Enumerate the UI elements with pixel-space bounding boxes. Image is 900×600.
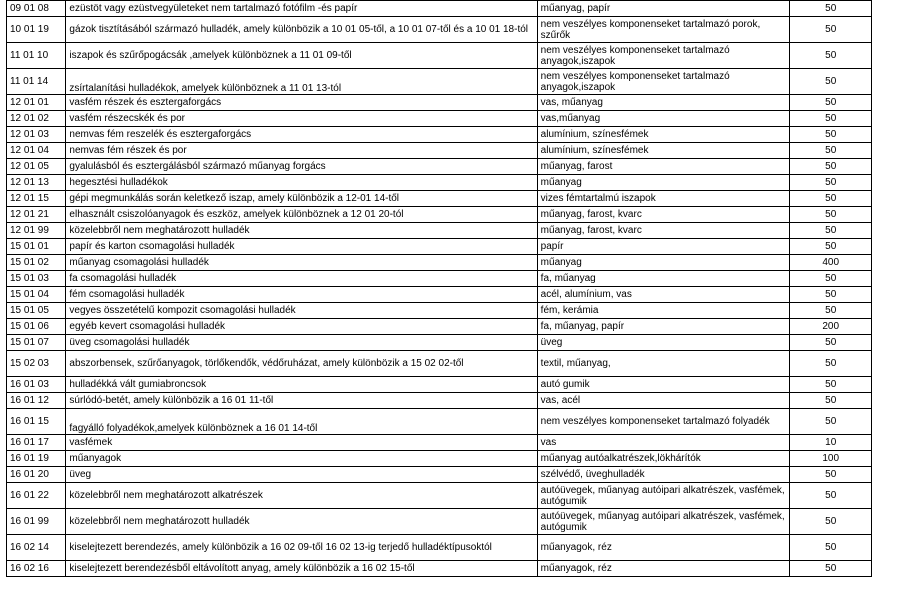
table-row [7,467,872,483]
waste-description: papír és karton csomagolási hulladék [66,239,537,255]
table-row [7,17,872,43]
table-row [7,483,872,509]
waste-description: vasfém részek és esztergaforgács [66,95,537,111]
waste-components: fa, műanyag, papír [537,319,790,335]
table-row [7,271,872,287]
waste-components: műanyag [537,175,790,191]
waste-description: műanyagok [66,451,537,467]
waste-description: zsírtalanítási hulladékok, amelyek különböznek a 11 01 13-tól [66,69,537,95]
waste-quantity: 50 [790,287,872,303]
waste-description: gépi megmunkálás során keletkező iszap, amely különbözik a 12-01 14-től [66,191,537,207]
waste-quantity: 50 [790,561,872,577]
waste-quantity: 50 [790,127,872,143]
waste-description: műanyag csomagolási hulladék [66,255,537,271]
waste-code: 12 01 99 [7,223,66,239]
waste-components: nem veszélyes komponenseket tartalmazó anyagok,iszapok [537,43,790,69]
table-row [7,319,872,335]
waste-quantity: 50 [790,393,872,409]
waste-description: iszapok és szűrőpogácsák ,amelyek különböznek a 11 01 09-től [66,43,537,69]
table-row [7,69,872,95]
waste-description: fém csomagolási hulladék [66,287,537,303]
waste-code: 12 01 05 [7,159,66,175]
waste-quantity: 50 [790,17,872,43]
table-row [7,303,872,319]
waste-code: 16 01 12 [7,393,66,409]
waste-description: gyalulásból és esztergálásból származó műanyag forgács [66,159,537,175]
waste-quantity: 200 [790,319,872,335]
waste-quantity: 50 [790,509,872,535]
table-row [7,223,872,239]
waste-code: 15 01 07 [7,335,66,351]
waste-code-table [6,0,872,577]
waste-quantity: 400 [790,255,872,271]
waste-description: fa csomagolási hulladék [66,271,537,287]
waste-quantity: 100 [790,451,872,467]
waste-components: műanyag, farost, kvarc [537,207,790,223]
waste-quantity: 50 [790,271,872,287]
table-row [7,191,872,207]
waste-code: 11 01 10 [7,43,66,69]
waste-components: autóüvegek, műanyag autóipari alkatrészek, vasfémek, autógumik [537,509,790,535]
table-row [7,239,872,255]
waste-description: vasfémek [66,435,537,451]
waste-description: súrlódó-betét, amely különbözik a 16 01 11-től [66,393,537,409]
table-row [7,111,872,127]
waste-code: 09 01 08 [7,1,66,17]
waste-code: 16 01 99 [7,509,66,535]
table-row [7,95,872,111]
waste-components: üveg [537,335,790,351]
waste-quantity: 50 [790,409,872,435]
table-row [7,335,872,351]
table-row [7,127,872,143]
table-row [7,561,872,577]
waste-code: 15 01 04 [7,287,66,303]
waste-components: alumínium, színesfémek [537,127,790,143]
waste-code: 12 01 02 [7,111,66,127]
waste-code: 12 01 21 [7,207,66,223]
waste-description: közelebbről nem meghatározott alkatrészek [66,483,537,509]
table-row [7,509,872,535]
waste-components: vas, acél [537,393,790,409]
waste-code: 16 01 19 [7,451,66,467]
waste-components: műanyag, farost, kvarc [537,223,790,239]
waste-quantity: 50 [790,207,872,223]
waste-code: 15 01 03 [7,271,66,287]
waste-components: szélvédő, üveghulladék [537,467,790,483]
waste-components: műanyag autóalkatrészek,lökhárítók [537,451,790,467]
waste-quantity: 50 [790,111,872,127]
waste-quantity: 50 [790,483,872,509]
waste-code: 15 01 06 [7,319,66,335]
waste-components: nem veszélyes komponenseket tartalmazó folyadék [537,409,790,435]
waste-components: vas, műanyag [537,95,790,111]
waste-components: műanyag [537,255,790,271]
table-row [7,1,872,17]
waste-code: 16 01 22 [7,483,66,509]
table-row [7,435,872,451]
waste-code: 16 02 14 [7,535,66,561]
waste-components: műanyagok, réz [537,561,790,577]
table-row [7,535,872,561]
waste-description: vegyes összetételű kompozit csomagolási hulladék [66,303,537,319]
waste-components: vas [537,435,790,451]
waste-quantity: 50 [790,175,872,191]
waste-components: textil, műanyag, [537,351,790,377]
waste-code: 12 01 03 [7,127,66,143]
table-row [7,351,872,377]
waste-description: abszorbensek, szűrőanyagok, törlőkendők, védőruházat, amely különbözik a 15 02 02-től [66,351,537,377]
table-row [7,255,872,271]
waste-quantity: 10 [790,435,872,451]
table-row [7,377,872,393]
table-row [7,207,872,223]
waste-code: 12 01 15 [7,191,66,207]
waste-components: papír [537,239,790,255]
waste-description: üveg [66,467,537,483]
waste-description: hegesztési hulladékok [66,175,537,191]
waste-code: 15 01 01 [7,239,66,255]
table-row [7,409,872,435]
waste-description: gázok tisztításából származó hulladék, amely különbözik a 10 01 05-től, a 10 01 07-től és a 10 01 18-tól [66,17,537,43]
waste-quantity: 50 [790,467,872,483]
waste-code: 15 02 03 [7,351,66,377]
waste-quantity: 50 [790,159,872,175]
waste-description: egyéb kevert csomagolási hulladék [66,319,537,335]
waste-components: műanyag, papír [537,1,790,17]
waste-code: 11 01 14 [7,69,66,95]
waste-quantity: 50 [790,191,872,207]
waste-code: 16 01 15 [7,409,66,435]
waste-code: 12 01 01 [7,95,66,111]
waste-description: fagyálló folyadékok,amelyek különböznek a 16 01 14-től [66,409,537,435]
waste-quantity: 50 [790,69,872,95]
waste-quantity: 50 [790,535,872,561]
waste-components: nem veszélyes komponenseket tartalmazó porok, szűrők [537,17,790,43]
waste-description: kiselejtezett berendezésből eltávolított anyag, amely különbözik a 16 02 15-től [66,561,537,577]
waste-code: 12 01 04 [7,143,66,159]
waste-components: autóüvegek, műanyag autóipari alkatrészek, vasfémek, autógumik [537,483,790,509]
waste-description: nemvas fém reszelék és esztergaforgács [66,127,537,143]
waste-quantity: 50 [790,223,872,239]
table-row [7,143,872,159]
waste-code: 16 01 03 [7,377,66,393]
waste-code: 15 01 05 [7,303,66,319]
waste-components: acél, alumínium, vas [537,287,790,303]
table-row [7,393,872,409]
waste-description: közelebbről nem meghatározott hulladék [66,223,537,239]
waste-description: vasfém részecskék és por [66,111,537,127]
waste-description: közelebbről nem meghatározott hulladék [66,509,537,535]
waste-code: 16 02 16 [7,561,66,577]
waste-quantity: 50 [790,43,872,69]
waste-quantity: 50 [790,377,872,393]
table-row [7,287,872,303]
waste-code: 16 01 20 [7,467,66,483]
waste-components: műanyagok, réz [537,535,790,561]
table-row [7,451,872,467]
waste-code: 10 01 19 [7,17,66,43]
waste-quantity: 50 [790,95,872,111]
waste-components: vas,műanyag [537,111,790,127]
waste-components: vizes fémtartalmú iszapok [537,191,790,207]
waste-code: 12 01 13 [7,175,66,191]
table-row [7,175,872,191]
waste-code: 16 01 17 [7,435,66,451]
waste-quantity: 50 [790,143,872,159]
waste-description: ezüstöt vagy ezüstvegyületeket nem tartalmazó fotófilm -és papír [66,1,537,17]
waste-components: műanyag, farost [537,159,790,175]
waste-components: nem veszélyes komponenseket tartalmazó anyagok,iszapok [537,69,790,95]
waste-code: 15 01 02 [7,255,66,271]
waste-quantity: 50 [790,335,872,351]
table-row [7,43,872,69]
waste-description: üveg csomagolási hulladék [66,335,537,351]
waste-quantity: 50 [790,303,872,319]
table-row [7,159,872,175]
waste-components: fa, műanyag [537,271,790,287]
waste-description: hulladékká vált gumiabroncsok [66,377,537,393]
waste-components: autó gumik [537,377,790,393]
waste-description: nemvas fém részek és por [66,143,537,159]
waste-components: fém, kerámia [537,303,790,319]
waste-description: elhasznált csiszolóanyagok és eszköz, amelyek különböznek a 12 01 20-tól [66,207,537,223]
waste-quantity: 50 [790,239,872,255]
waste-quantity: 50 [790,1,872,17]
waste-components: alumínium, színesfémek [537,143,790,159]
waste-quantity: 50 [790,351,872,377]
waste-description: kiselejtezett berendezés, amely különbözik a 16 02 09-től 16 02 13-ig terjedő hulladéktípusoktól [66,535,537,561]
